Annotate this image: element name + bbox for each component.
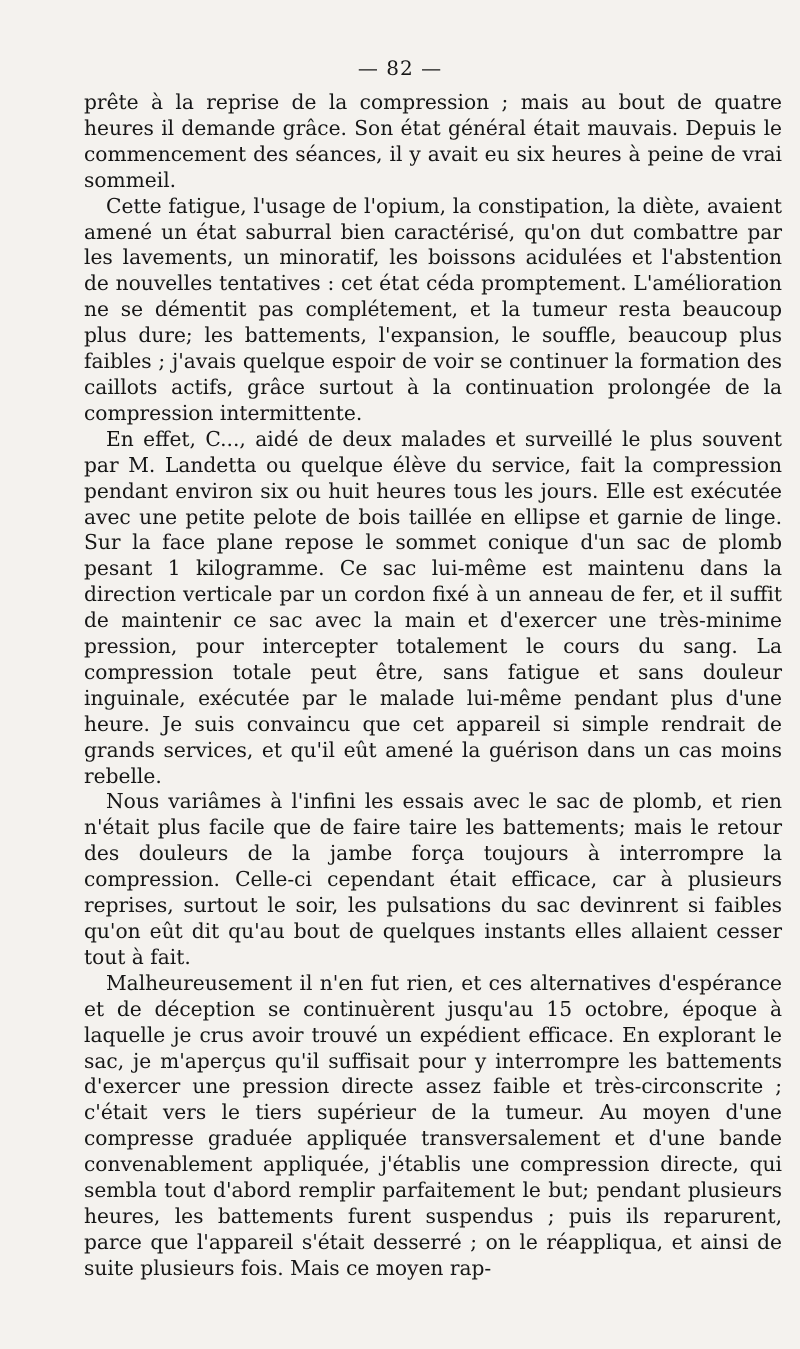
body-text [84, 90, 782, 1282]
page-number: — 82 — [357, 56, 443, 80]
paragraph-1: prête à la reprise de la compression ; mais au bout de quatre heures il demande grâce. Son état général était mauvais. Depuis le commencement des séances, il y avait eu six heures à peine de vrai sommeil. [84, 90, 782, 192]
paragraph-4: Nous variâmes à l'infini les essais avec le sac de plomb, et rien n'était plus facile que de faire taire les battements; mais le retour des douleurs de la jambe força toujours à interrompre la compression. Celle-ci cependant était efficace, car à plusieurs reprises, surtout le soir, les pulsations du sac devinrent si faibles qu'on eût dit qu'au bout de quelques instants elles allaient cesser tout à fait. [84, 789, 782, 969]
paragraph-3: En effet, C..., aidé de deux malades et surveillé le plus souvent par M. Landetta ou quelque élève du service, fait la compression pendant environ six ou huit heures tous les jours. Elle est exécutée avec une petite pelote de bois taillée en ellipse et garnie de linge. Sur la face plane repose le sommet conique d'un sac de plomb pesant 1 kilogramme. Ce sac lui-même est maintenu dans la direction verticale par un cordon fixé à un anneau de fer, et il suffit de maintenir ce sac avec la main et d'exercer une très-minime pression, pour intercepter totalement le cours du sang. La compression totale peut être, sans fatigue et sans douleur inguinale, exécutée par le malade lui-même pendant plus d'une heure. Je suis convaincu que cet appareil si simple rendrait de grands services, et qu'il eût amené la guérison dans un cas moins rebelle. [84, 426, 782, 788]
paragraph-5: Malheureusement il n'en fut rien, et ces alternatives d'espérance et de déception se continuèrent jusqu'au 15 octobre, époque à laquelle je crus avoir trouvé un expédient efficace. En explorant le sac, je m'aperçus qu'il suffisait pour y interrompre les battements d'exercer une pression directe assez faible et très-circonscrite ; c'était vers le tiers supérieur de la tumeur. Au moyen d'une compresse graduée appliquée transversalement et d'une bande convenablement appliquée, j'établis une compression directe, qui sembla tout d'abord remplir parfaitement le but; pendant plusieurs heures, les battements furent suspendus ; puis ils reparurent, parce que l'appareil s'était desserré ; on le réappliqua, et ainsi de suite plusieurs fois. Mais ce moyen rap- [84, 970, 782, 1280]
paragraph-2: Cette fatigue, l'usage de l'opium, la constipation, la diète, avaient amené un état saburral bien caractérisé, qu'on dut combattre par les lavements, un minoratif, les boissons acidulées et l'abstention de nouvelles tentatives : cet état céda promptement. L'amélioration ne se démentit pas complétement, et la tumeur resta beaucoup plus dure; les battements, l'expansion, le souffle, beaucoup plus faibles ; j'avais quelque espoir de voir se continuer la formation des caillots actifs, grâce surtout à la continuation prolongée de la compression intermittente. [84, 193, 782, 425]
